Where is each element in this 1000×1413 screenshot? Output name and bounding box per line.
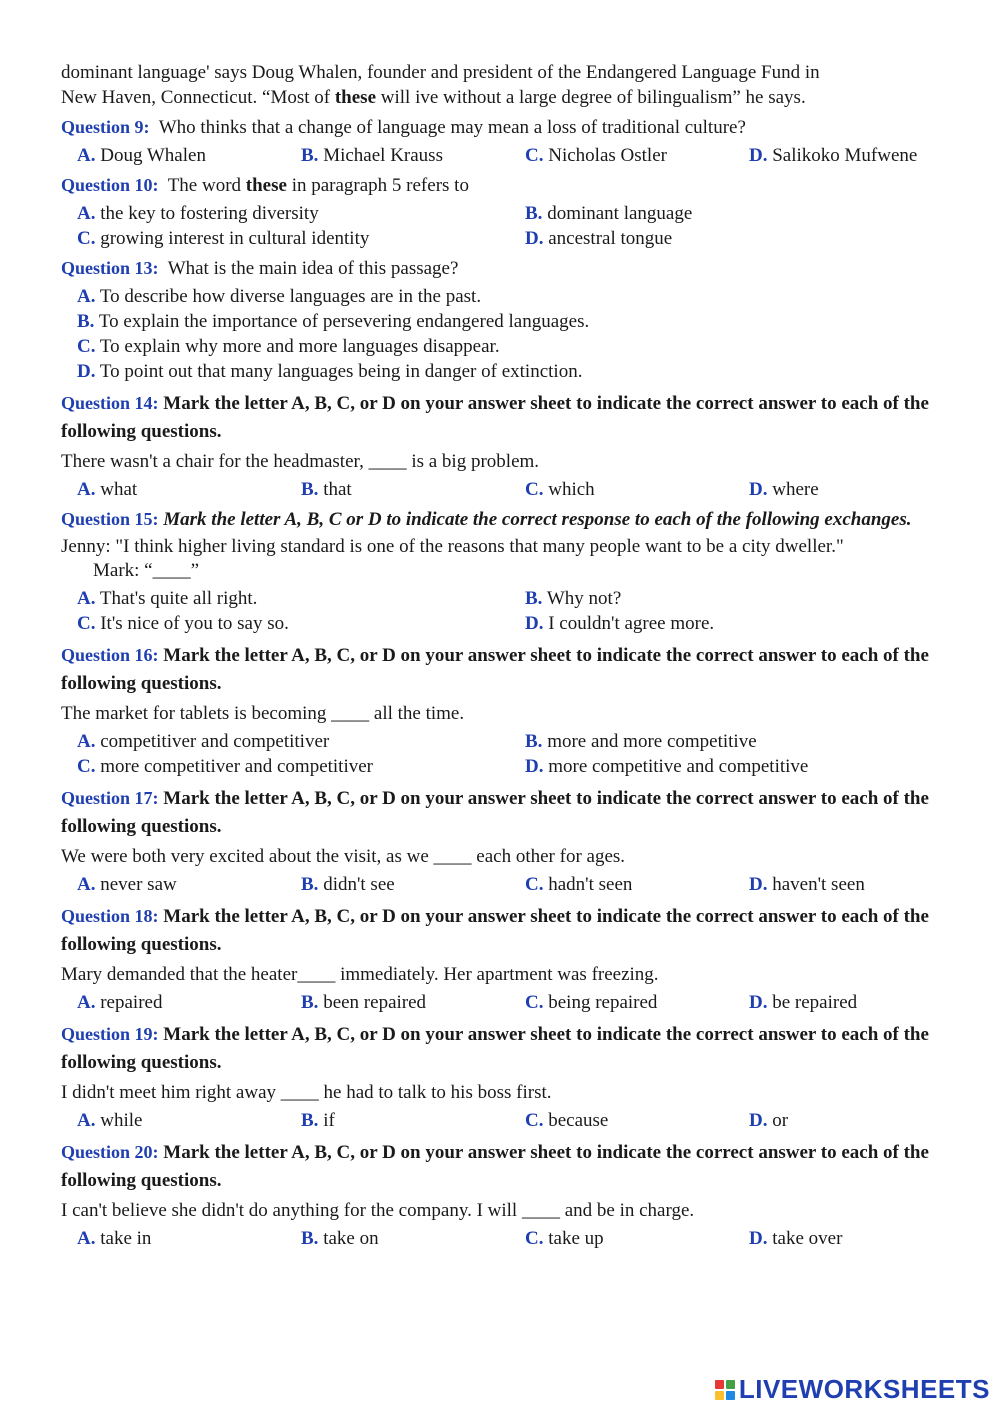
option-a[interactable]: A. To describe how diverse languages are in the past. [77,286,482,307]
option-a[interactable]: A. take in [77,1228,152,1249]
question-instruction: Mark the letter A, B, C, or D on your answer sheet to indicate the correct answer to each of the following questions. [61,1024,929,1073]
question-label: Question 10: [61,175,159,195]
answer-options [77,201,946,251]
option-a[interactable]: A. the key to fostering diversity [77,203,319,224]
option-a[interactable]: A. while [77,1110,143,1131]
question-header [61,507,946,532]
question-stem: I didn't meet him right away ____ he had to talk to his boss first. [61,1082,552,1103]
option-c[interactable]: C. growing interest in cultural identity [77,228,370,249]
question-17 [61,784,946,897]
answer-options [77,477,946,502]
question-label: Question 14: [61,393,159,413]
option-d[interactable]: D. where [749,479,819,500]
question-13 [61,256,946,384]
question-header [61,389,946,446]
option-b[interactable]: B. Why not? [525,588,622,609]
option-d[interactable]: D. I couldn't agree more. [525,613,715,634]
question-instruction: Mark the letter A, B, C, or D on your answer sheet to indicate the correct answer to each of the following questions. [61,645,929,694]
answer-options [77,586,946,636]
option-d[interactable]: D. more competitive and competitive [525,756,809,777]
question-instruction: Mark the letter A, B, C, or D on your answer sheet to indicate the correct answer to each of the following questions. [61,393,929,442]
question-stem: Jenny: "I think higher living standard is one of the reasons that many people want to be a city dweller." [61,536,844,557]
question-14 [61,389,946,502]
option-a[interactable]: A. never saw [77,874,177,895]
option-b[interactable]: B. that [301,479,352,500]
option-b[interactable]: B. been repaired [301,992,427,1013]
option-d[interactable]: D. Salikoko Mufwene [749,145,918,166]
option-b[interactable]: B. To explain the importance of persevering endangered languages. [77,311,590,332]
option-c[interactable]: C. more competitiver and competitiver [77,756,373,777]
passage-line-1: dominant language' says Doug Whalen, founder and president of the Endangered Language Fund in [61,62,820,83]
option-d[interactable]: D. take over [749,1228,843,1249]
question-label: Question 13: [61,258,159,278]
passage-line-2: New Haven, Connecticut. “Most of these will ive without a large degree of bilingualism” he says. [61,87,806,108]
question-header [61,115,946,140]
question-15 [61,507,946,636]
question-stem: We were both very excited about the visit, as we ____ each other for ages. [61,846,626,867]
answer-options [77,729,946,779]
option-d[interactable]: D. To point out that many languages being in danger of extinction. [77,361,583,382]
question-label: Question 19: [61,1024,159,1044]
question-instruction: Mark the letter A, B, C, or D on your answer sheet to indicate the correct answer to each of the following questions. [61,1142,929,1191]
question-instruction: Mark the letter A, B, C, or D on your answer sheet to indicate the correct answer to each of the following questions. [61,788,929,837]
option-a[interactable]: A. competitiver and competitiver [77,731,330,752]
option-a[interactable]: A. That's quite all right. [77,588,258,609]
question-text: Who thinks that a change of language may mean a loss of traditional culture? [158,117,746,138]
question-header [61,1020,946,1077]
question-stem: There wasn't a chair for the headmaster, ____ is a big problem. [61,451,540,472]
option-b[interactable]: B. dominant language [525,203,693,224]
option-c[interactable]: C. take up [525,1228,604,1249]
option-b[interactable]: B. take on [301,1228,379,1249]
question-header [61,1138,946,1195]
question-stem: I can't believe she didn't do anything for the company. I will ____ and be in charge. [61,1200,695,1221]
question-9 [61,115,946,168]
question-header [61,256,946,281]
question-20 [61,1138,946,1251]
option-c[interactable]: C. Nicholas Ostler [525,145,667,166]
question-header [61,784,946,841]
option-c[interactable]: C. It's nice of you to say so. [77,613,289,634]
question-text: What is the main idea of this passage? [167,258,459,279]
dialogue-reply: Mark: “____” [93,560,200,581]
answer-options [77,1108,946,1133]
question-header [61,902,946,959]
worksheet-page [61,60,946,1255]
option-d[interactable]: D. haven't seen [749,874,865,895]
question-10 [61,173,946,251]
option-d[interactable]: D. be repaired [749,992,858,1013]
answer-options [77,143,946,168]
question-16 [61,641,946,779]
question-header [61,641,946,698]
question-label: Question 18: [61,906,159,926]
question-label: Question 15: [61,509,159,529]
option-a[interactable]: A. what [77,479,138,500]
question-label: Question 16: [61,645,159,665]
option-c[interactable]: C. being repaired [525,992,658,1013]
option-c[interactable]: C. which [525,479,595,500]
option-b[interactable]: B. Michael Krauss [301,145,443,166]
question-label: Question 17: [61,788,159,808]
liveworksheets-logo[interactable] [715,1374,990,1405]
option-d[interactable]: D. or [749,1110,789,1131]
answer-options [77,284,946,384]
question-stem: Mary demanded that the heater____ immediately. Her apartment was freezing. [61,964,659,985]
liveworksheets-logo-icon [715,1380,735,1400]
option-b[interactable]: B. didn't see [301,874,395,895]
liveworksheets-logo-text: LIVEWORKSHEETS [738,1374,990,1404]
option-c[interactable]: C. because [525,1110,609,1131]
question-19 [61,1020,946,1133]
option-a[interactable]: A. Doug Whalen [77,145,206,166]
question-18 [61,902,946,1015]
answer-options [77,990,946,1015]
question-label: Question 9: [61,117,150,137]
question-label: Question 20: [61,1142,159,1162]
question-instruction: Mark the letter A, B, C or D to indicate the correct response to each of the following exchanges. [163,509,912,530]
option-b[interactable]: B. more and more competitive [525,731,757,752]
question-instruction: Mark the letter A, B, C, or D on your answer sheet to indicate the correct answer to each of the following questions. [61,906,929,955]
answer-options [77,872,946,897]
question-header: Question 10: The word these in paragraph 5 refers to [61,175,469,196]
option-d[interactable]: D. ancestral tongue [525,228,673,249]
option-c[interactable]: C. To explain why more and more languages disappear. [77,336,500,357]
answer-options [77,1226,946,1251]
option-a[interactable]: A. repaired [77,992,163,1013]
option-c[interactable]: C. hadn't seen [525,874,633,895]
option-b[interactable]: B. if [301,1110,335,1131]
question-stem: The market for tablets is becoming ____ all the time. [61,703,465,724]
